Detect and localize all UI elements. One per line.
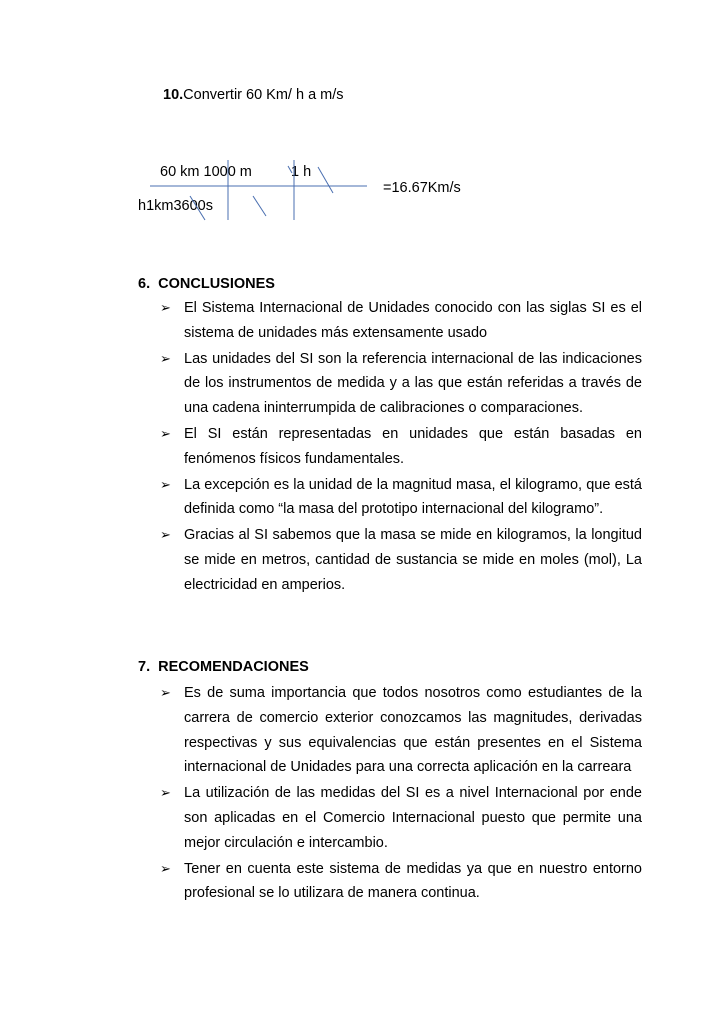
list-item-text: La excepción es la unidad de la magnitud masa, el kilogramo, que está definida como “la masa del prototipo internacional del kilogramo”. <box>184 476 642 518</box>
arrow-bullet-icon: ➢ <box>160 527 171 543</box>
conclusions-heading: 6. CONCLUSIONES <box>138 276 275 292</box>
arrow-bullet-icon: ➢ <box>160 476 171 492</box>
exercise-number: 10. <box>163 87 184 103</box>
list-item <box>160 781 642 855</box>
conversion-numerator-unit: 1 h <box>291 164 312 180</box>
arrow-bullet-icon: ➢ <box>160 425 171 441</box>
arrow-bullet-icon: ➢ <box>160 685 171 700</box>
list-item <box>160 473 642 523</box>
cancel-mark-h-top <box>318 167 333 193</box>
list-item <box>160 857 642 907</box>
arrow-bullet-icon: ➢ <box>160 860 171 876</box>
list-item-text: Tener en cuenta este sistema de medidas ya que en nuestro entorno profesional se lo utilizara de manera continua. <box>184 860 642 902</box>
list-item-text: La utilización de las medidas del SI es a nivel Internacional por ende son aplicadas en el Comercio Internacional puesto que permite una mejor circulación e intercambio. <box>184 785 642 851</box>
list-item <box>160 523 642 597</box>
cancel-mark-small <box>288 166 292 173</box>
conversion-numerator: 60 km 1000 m <box>160 164 252 180</box>
conversion-result: =16.67Km/s <box>383 180 461 196</box>
list-item-text: El Sistema Internacional de Unidades conocido con las siglas SI es el sistema de unidades más extensamente usado <box>184 300 642 341</box>
exercise-text: Convertir 60 Km/ h a m/s <box>183 87 344 103</box>
list-item-text: El SI están representadas en unidades que están basadas en fenómenos físicos fundamentales. <box>184 425 642 467</box>
list-item-text: Las unidades del SI son la referencia internacional de las indicaciones de los instrumentos de medida y a las que están referidas a través de una cadena ininterrumpida de calibraciones o comparaciones. <box>184 350 642 417</box>
list-item <box>160 681 642 780</box>
list-item <box>160 422 642 472</box>
list-item-text: Gracias al SI sabemos que la masa se mide en kilogramos, la longitud se mide en metros, cantidad de sustancia se mide en moles (mol), La electricidad en amperios. <box>184 527 642 593</box>
recommendations-list <box>160 681 642 906</box>
arrow-bullet-icon: ➢ <box>160 350 171 366</box>
cancel-mark-h-bottom <box>190 196 205 220</box>
list-item <box>160 296 642 346</box>
arrow-bullet-icon: ➢ <box>160 300 171 315</box>
recommendations-heading: 7. RECOMENDACIONES <box>138 659 309 675</box>
cancel-mark-km <box>253 196 266 216</box>
list-item-text: Es de suma importancia que todos nosotros como estudiantes de la carrera de comercio exterior conozcamos las magnitudes, derivadas respectivas y sus equivalencias que están presentes en el Sistema internacional de Unidades para una correcta aplicación en la carreara <box>184 685 642 776</box>
conversion-denominator: h1km3600s <box>138 198 213 214</box>
conversion-strike-lines <box>0 0 728 260</box>
arrow-bullet-icon: ➢ <box>160 785 171 801</box>
conclusions-list <box>160 296 642 598</box>
list-item <box>160 347 642 421</box>
